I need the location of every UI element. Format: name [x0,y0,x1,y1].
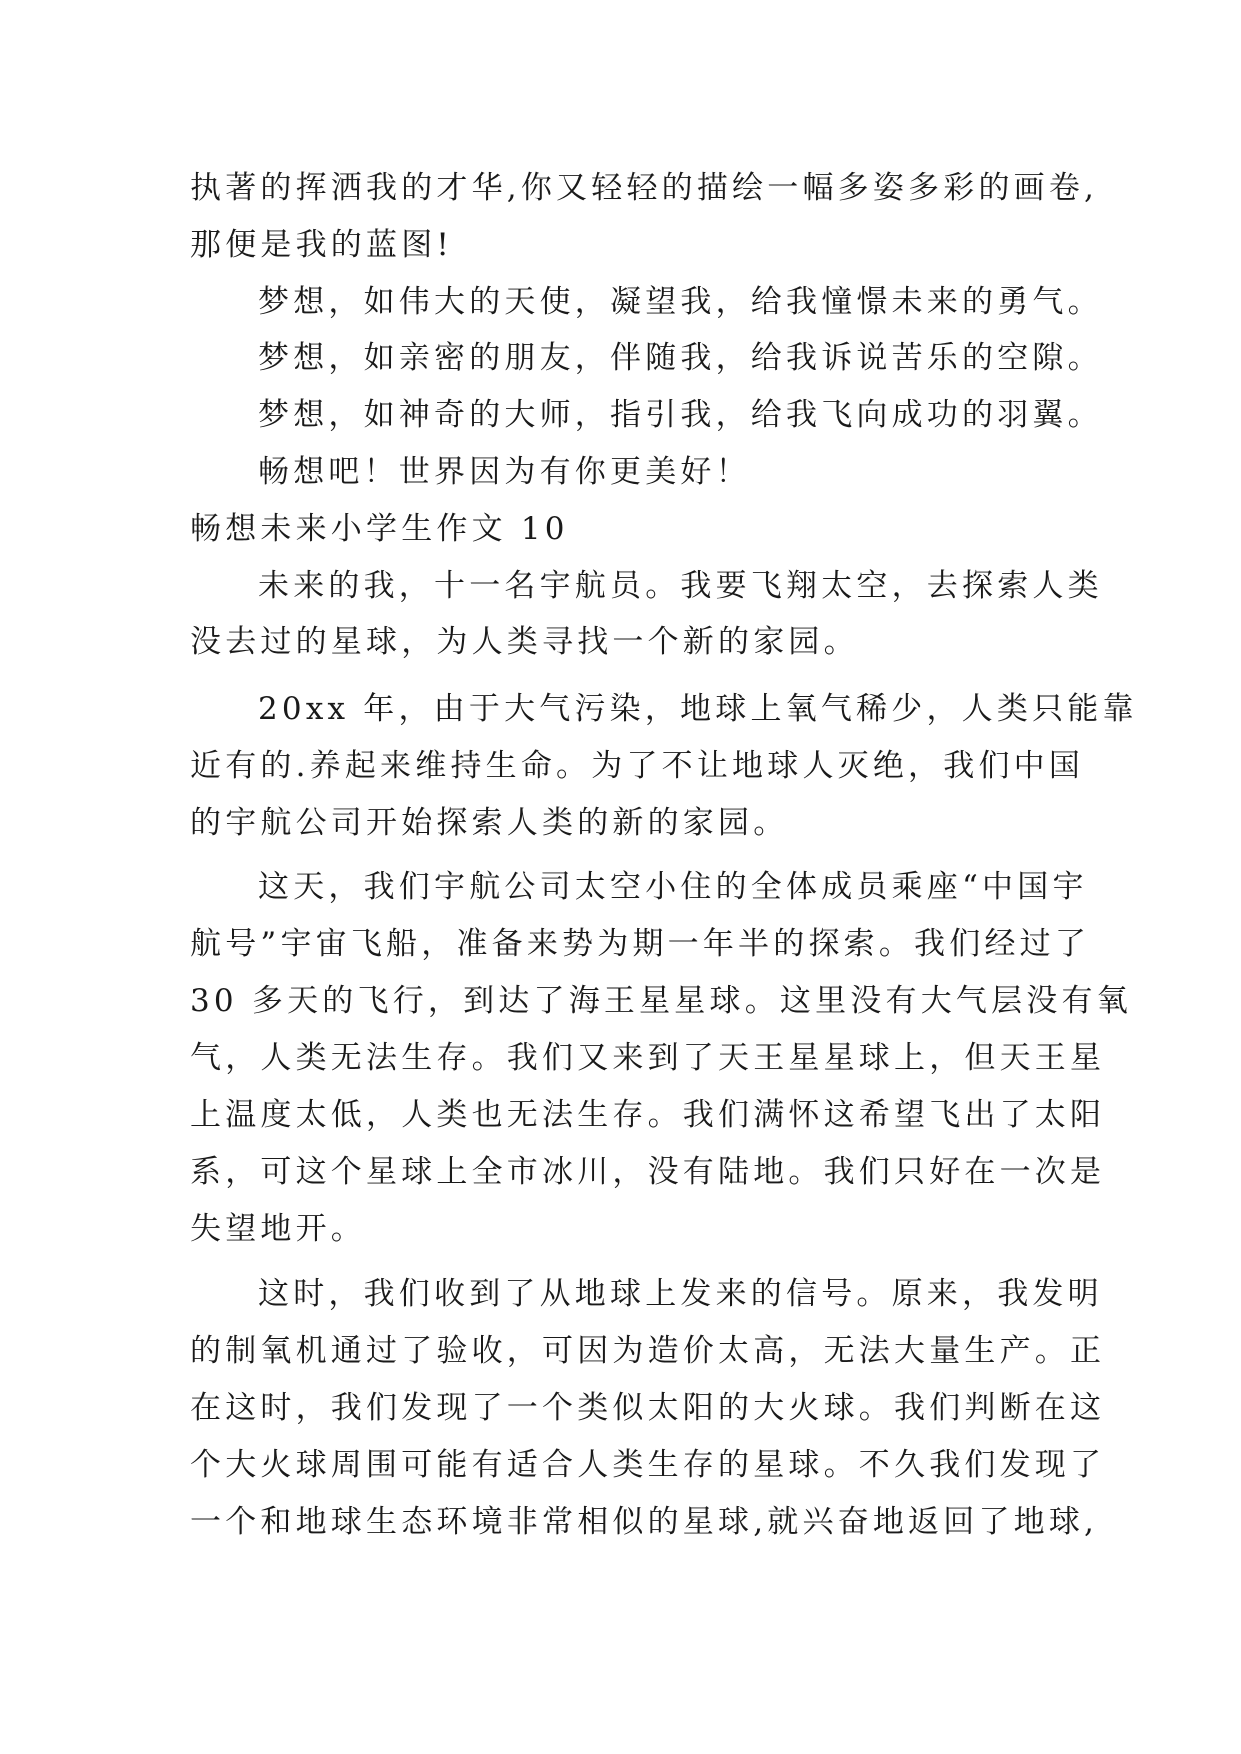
text-line: 20xx 年，由于大气污染，地球上氧气稀少，人类只能靠 [258,691,1138,727]
text-line: 未来的我，十一名宇航员。我要飞翔太空，去探索人类 [258,568,1103,604]
text-line: 失望地开。 [190,1211,366,1247]
text-line: 执著的挥洒我的才华,你又轻轻的描绘一幅多姿多彩的画卷, [190,170,1099,206]
text-line: 没去过的星球，为人类寻找一个新的家园。 [190,624,859,660]
text-line: 一个和地球生态环境非常相似的星球,就兴奋地返回了地球, [190,1504,1099,1540]
text-line: 气，人类无法生存。我们又来到了天王星星球上，但天王星 [190,1040,1106,1076]
text-line: 的宇航公司开始探索人类的新的家园。 [190,805,789,841]
text-line: 航号”宇宙飞船，准备来势为期一年半的探索。我们经过了 [190,926,1091,962]
text-line: 的制氧机通过了验收，可因为造价太高，无法大量生产。正 [190,1333,1106,1369]
text-line: 那便是我的蓝图! [190,227,454,263]
text-line: 在这时，我们发现了一个类似太阳的大火球。我们判断在这 [190,1390,1106,1426]
text-line: 梦想，如亲密的朋友，伴随我，给我诉说苦乐的空隙。 [258,340,1103,376]
text-line: 畅想吧！世界因为有你更美好！ [258,454,751,490]
text-line: 这时，我们收到了从地球上发来的信号。原来，我发明 [258,1276,1103,1312]
text-line: 上温度太低，人类也无法生存。我们满怀这希望飞出了太阳 [190,1097,1106,1133]
text-line: 30 多天的飞行，到达了海王星星球。这里没有大气层没有氧 [190,983,1132,1019]
text-line: 梦想，如神奇的大师，指引我，给我飞向成功的羽翼。 [258,397,1103,433]
text-line: 系，可这个星球上全市冰川，没有陆地。我们只好在一次是 [190,1154,1106,1190]
text-line: 这天，我们宇航公司太空小住的全体成员乘座“中国宇 [258,869,1088,905]
text-line: 个大火球周围可能有适合人类生存的星球。不久我们发现了 [190,1447,1106,1483]
text-line: 梦想，如伟大的天使，凝望我，给我憧憬未来的勇气。 [258,284,1103,320]
section-heading: 畅想未来小学生作文 10 [190,511,569,547]
text-line: 近有的.养起来维持生命。为了不让地球人灭绝，我们中国 [190,748,1085,784]
